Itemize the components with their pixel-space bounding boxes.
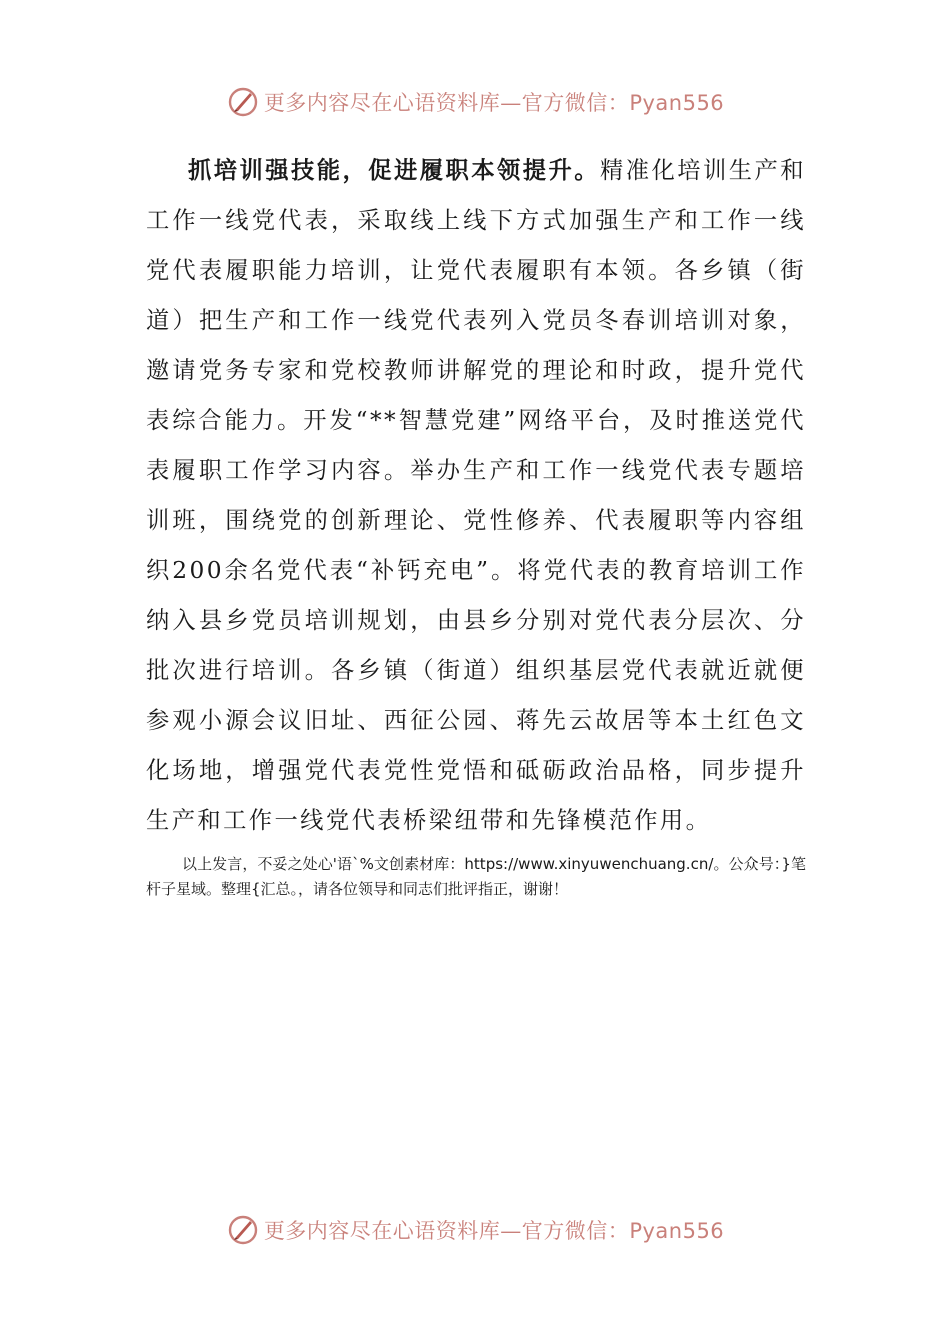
closing-remark bbox=[146, 852, 806, 902]
banner-contact: Pyan556 bbox=[629, 1219, 725, 1243]
pen-circle-icon bbox=[226, 1213, 260, 1247]
header-banner bbox=[0, 82, 950, 122]
banner-text: 更多内容尽在心语资料库—官方微信：Pyan556 bbox=[263, 1219, 725, 1243]
document-paragraph bbox=[146, 146, 806, 846]
closing-text: 以上发言，不妥之处心'语`%文创素材库：https://www.xinyuwenchuang.cn/。公众号：}笔杆子星域。整理{汇总。，请各位领导和同志们批评指正，谢谢！ bbox=[146, 855, 806, 898]
banner-text: 更多内容尽在心语资料库—官方微信：Pyan556 bbox=[263, 91, 725, 115]
footer-banner bbox=[0, 1210, 950, 1250]
paragraph-lead: 抓培训强技能，促进履职本领提升。 bbox=[188, 157, 601, 184]
pen-circle-icon bbox=[226, 85, 260, 119]
paragraph-body: 精准化培训生产和工作一线党代表，采取线上线下方式加强生产和工作一线党代表履职能力培训，让党代表履职有本领。各乡镇（街道）把生产和工作一线党代表列入党员冬春训培训对象，邀请党务专家和党校教师讲解党的理论和时政，提升党代表综合能力。开发“**智慧党建”网络平台，及时推送党代表履职工作学习内容。举办生产和工作一线党代表专题培训班，围绕党的创新理论、党性修养、代表履职等内容组织200余名党代表“补钙充电”。将党代表的教育培训工作纳入县乡党员培训规划，由县乡分别对党代表分层次、分批次进行培训。各乡镇（街道）组织基层党代表就近就便参观小源会议旧址、西征公园、蒋先云故居等本土红色文化场地，增强党代表党性党悟和砥砺政治品格，同步提升生产和工作一线党代表桥梁纽带和先锋模范作用。 bbox=[146, 157, 806, 834]
banner-contact: Pyan556 bbox=[629, 91, 725, 115]
